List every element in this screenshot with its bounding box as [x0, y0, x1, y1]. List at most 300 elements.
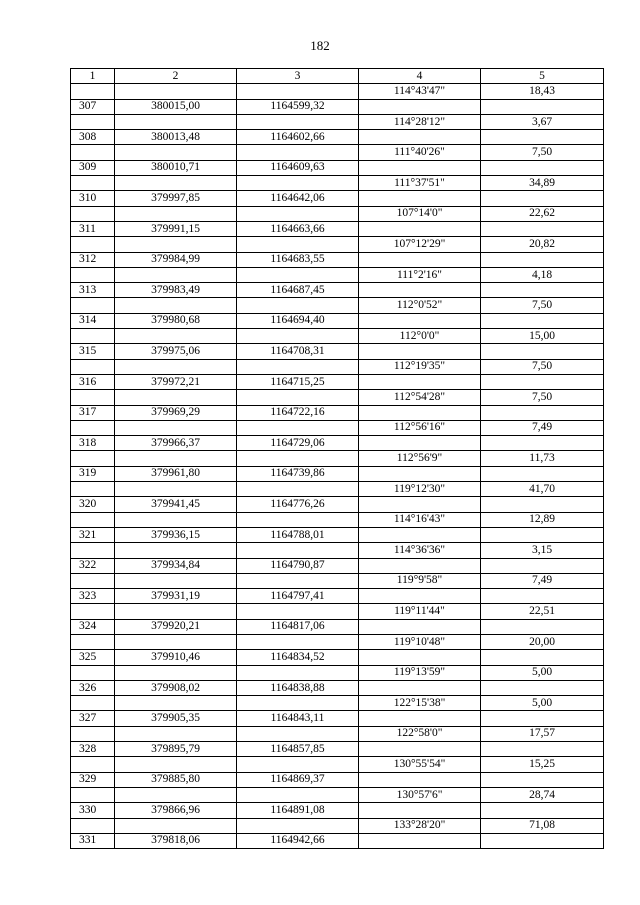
direction-angle-cell: [359, 436, 481, 451]
distance-cell: 34,89: [481, 176, 604, 191]
column-header-3: 3: [237, 69, 359, 84]
distance-cell: [481, 497, 604, 512]
y-coordinate-cell: [237, 512, 359, 527]
distance-cell: 12,89: [481, 512, 604, 527]
direction-angle-cell: 119°11'44": [359, 604, 481, 619]
y-coordinate-cell: 1164708,31: [237, 344, 359, 359]
point-number-cell: [71, 665, 115, 680]
direction-angle-cell: [359, 650, 481, 665]
distance-cell: [481, 558, 604, 573]
direction-angle-cell: 112°54'28": [359, 390, 481, 405]
distance-cell: [481, 374, 604, 389]
point-number-cell: 310: [71, 191, 115, 206]
direction-angle-cell: 130°55'54": [359, 757, 481, 772]
x-coordinate-cell: [115, 206, 237, 221]
point-number-cell: [71, 420, 115, 435]
point-number-cell: 315: [71, 344, 115, 359]
x-coordinate-cell: 379972,21: [115, 374, 237, 389]
x-coordinate-cell: [115, 726, 237, 741]
table-row: [71, 160, 604, 175]
direction-angle-cell: [359, 99, 481, 114]
point-number-cell: 312: [71, 252, 115, 267]
point-number-cell: 329: [71, 772, 115, 787]
table-row: [71, 206, 604, 221]
point-number-cell: 313: [71, 283, 115, 298]
y-coordinate-cell: [237, 145, 359, 160]
distance-cell: [481, 527, 604, 542]
x-coordinate-cell: 379983,49: [115, 283, 237, 298]
distance-cell: 4,18: [481, 267, 604, 282]
point-number-cell: 309: [71, 160, 115, 175]
point-number-cell: [71, 176, 115, 191]
direction-angle-cell: 114°16'43": [359, 512, 481, 527]
point-number-cell: 324: [71, 619, 115, 634]
table-row: [71, 390, 604, 405]
y-coordinate-cell: [237, 237, 359, 252]
direction-angle-cell: 119°10'48": [359, 634, 481, 649]
table-row: [71, 267, 604, 282]
direction-angle-cell: [359, 742, 481, 757]
x-coordinate-cell: [115, 114, 237, 129]
x-coordinate-cell: [115, 787, 237, 802]
distance-cell: [481, 283, 604, 298]
x-coordinate-cell: 379997,85: [115, 191, 237, 206]
point-number-cell: 317: [71, 405, 115, 420]
distance-cell: 15,00: [481, 329, 604, 344]
x-coordinate-cell: 379991,15: [115, 221, 237, 236]
table-row: [71, 589, 604, 604]
table-row: [71, 558, 604, 573]
table-row: [71, 757, 604, 772]
column-header-5: 5: [481, 69, 604, 84]
distance-cell: 7,50: [481, 390, 604, 405]
page-number: 182: [310, 38, 330, 53]
direction-angle-cell: [359, 527, 481, 542]
point-number-cell: 307: [71, 99, 115, 114]
direction-angle-cell: 112°0'52": [359, 298, 481, 313]
distance-cell: 3,15: [481, 543, 604, 558]
x-coordinate-cell: [115, 359, 237, 374]
table-row: [71, 283, 604, 298]
direction-angle-cell: 122°58'0": [359, 726, 481, 741]
direction-angle-cell: 114°36'36": [359, 543, 481, 558]
distance-cell: [481, 313, 604, 328]
point-number-cell: [71, 84, 115, 99]
point-number-cell: [71, 390, 115, 405]
distance-cell: 41,70: [481, 482, 604, 497]
table-row: [71, 313, 604, 328]
direction-angle-cell: [359, 466, 481, 481]
point-number-cell: [71, 543, 115, 558]
point-number-cell: [71, 206, 115, 221]
distance-cell: 7,50: [481, 145, 604, 160]
x-coordinate-cell: [115, 420, 237, 435]
x-coordinate-cell: [115, 757, 237, 772]
point-number-cell: 323: [71, 589, 115, 604]
direction-angle-cell: 130°57'6": [359, 787, 481, 802]
x-coordinate-cell: [115, 696, 237, 711]
y-coordinate-cell: 1164788,01: [237, 527, 359, 542]
direction-angle-cell: 133°28'20": [359, 818, 481, 833]
y-coordinate-cell: [237, 267, 359, 282]
point-number-cell: 328: [71, 742, 115, 757]
y-coordinate-cell: [237, 420, 359, 435]
y-coordinate-cell: 1164694,40: [237, 313, 359, 328]
point-number-cell: [71, 604, 115, 619]
column-header-1: 1: [71, 69, 115, 84]
x-coordinate-cell: 379941,45: [115, 497, 237, 512]
table-row: [71, 619, 604, 634]
distance-cell: 20,00: [481, 634, 604, 649]
direction-angle-cell: [359, 191, 481, 206]
direction-angle-cell: 119°12'30": [359, 482, 481, 497]
point-number-cell: [71, 818, 115, 833]
distance-cell: 20,82: [481, 237, 604, 252]
table-row: [71, 742, 604, 757]
distance-cell: [481, 160, 604, 175]
x-coordinate-cell: 379969,29: [115, 405, 237, 420]
table-row: [71, 237, 604, 252]
x-coordinate-cell: [115, 451, 237, 466]
table-row: [71, 84, 604, 99]
table-row: [71, 99, 604, 114]
point-number-cell: [71, 237, 115, 252]
y-coordinate-cell: [237, 329, 359, 344]
distance-cell: 18,43: [481, 84, 604, 99]
table-row: [71, 436, 604, 451]
x-coordinate-cell: 379961,80: [115, 466, 237, 481]
table-row: [71, 680, 604, 695]
y-coordinate-cell: 1164838,88: [237, 680, 359, 695]
direction-angle-cell: [359, 405, 481, 420]
table-row: [71, 772, 604, 787]
distance-cell: [481, 99, 604, 114]
distance-cell: 5,00: [481, 665, 604, 680]
y-coordinate-cell: [237, 604, 359, 619]
y-coordinate-cell: 1164817,06: [237, 619, 359, 634]
x-coordinate-cell: 379934,84: [115, 558, 237, 573]
point-number-cell: [71, 726, 115, 741]
direction-angle-cell: [359, 283, 481, 298]
distance-cell: [481, 191, 604, 206]
direction-angle-cell: [359, 680, 481, 695]
distance-cell: 7,50: [481, 298, 604, 313]
point-number-cell: [71, 787, 115, 802]
y-coordinate-cell: [237, 206, 359, 221]
direction-angle-cell: 112°56'16": [359, 420, 481, 435]
direction-angle-cell: 119°9'58": [359, 573, 481, 588]
point-number-cell: [71, 573, 115, 588]
x-coordinate-cell: [115, 573, 237, 588]
direction-angle-cell: 111°40'26": [359, 145, 481, 160]
y-coordinate-cell: 1164869,37: [237, 772, 359, 787]
point-number-cell: [71, 359, 115, 374]
direction-angle-cell: 122°15'38": [359, 696, 481, 711]
direction-angle-cell: [359, 313, 481, 328]
distance-cell: [481, 221, 604, 236]
table-row: [71, 252, 604, 267]
point-number-cell: [71, 757, 115, 772]
y-coordinate-cell: 1164687,45: [237, 283, 359, 298]
y-coordinate-cell: 1164843,11: [237, 711, 359, 726]
point-number-cell: 308: [71, 130, 115, 145]
y-coordinate-cell: 1164790,87: [237, 558, 359, 573]
distance-cell: [481, 803, 604, 818]
y-coordinate-cell: [237, 390, 359, 405]
point-number-cell: 316: [71, 374, 115, 389]
point-number-cell: 314: [71, 313, 115, 328]
point-number-cell: [71, 329, 115, 344]
distance-cell: 71,08: [481, 818, 604, 833]
direction-angle-cell: [359, 803, 481, 818]
direction-angle-cell: [359, 833, 481, 848]
point-number-cell: 320: [71, 497, 115, 512]
y-coordinate-cell: [237, 665, 359, 680]
direction-angle-cell: [359, 772, 481, 787]
point-number-cell: 327: [71, 711, 115, 726]
table-row: [71, 298, 604, 313]
point-number-cell: 318: [71, 436, 115, 451]
y-coordinate-cell: [237, 543, 359, 558]
distance-cell: 11,73: [481, 451, 604, 466]
x-coordinate-cell: 379910,46: [115, 650, 237, 665]
y-coordinate-cell: [237, 114, 359, 129]
table-row: [71, 329, 604, 344]
distance-cell: [481, 130, 604, 145]
distance-cell: [481, 252, 604, 267]
table-row: [71, 451, 604, 466]
distance-cell: [481, 619, 604, 634]
x-coordinate-cell: [115, 604, 237, 619]
coordinates-table: [70, 68, 604, 849]
distance-cell: [481, 436, 604, 451]
y-coordinate-cell: [237, 726, 359, 741]
x-coordinate-cell: [115, 390, 237, 405]
y-coordinate-cell: 1164683,55: [237, 252, 359, 267]
x-coordinate-cell: [115, 145, 237, 160]
distance-cell: 3,67: [481, 114, 604, 129]
y-coordinate-cell: 1164857,85: [237, 742, 359, 757]
x-coordinate-cell: [115, 634, 237, 649]
x-coordinate-cell: [115, 176, 237, 191]
direction-angle-cell: [359, 160, 481, 175]
table-row: [71, 114, 604, 129]
x-coordinate-cell: [115, 329, 237, 344]
x-coordinate-cell: 379908,02: [115, 680, 237, 695]
table-row: [71, 420, 604, 435]
point-number-cell: 325: [71, 650, 115, 665]
point-number-cell: 321: [71, 527, 115, 542]
y-coordinate-cell: 1164729,06: [237, 436, 359, 451]
y-coordinate-cell: 1164776,26: [237, 497, 359, 512]
table-row: [71, 833, 604, 848]
table-row: [71, 527, 604, 542]
y-coordinate-cell: [237, 298, 359, 313]
table-row: [71, 145, 604, 160]
x-coordinate-cell: 379975,06: [115, 344, 237, 359]
y-coordinate-cell: 1164722,16: [237, 405, 359, 420]
x-coordinate-cell: 379931,19: [115, 589, 237, 604]
x-coordinate-cell: [115, 84, 237, 99]
x-coordinate-cell: 379980,68: [115, 313, 237, 328]
y-coordinate-cell: 1164797,41: [237, 589, 359, 604]
distance-cell: 22,62: [481, 206, 604, 221]
table-row: [71, 497, 604, 512]
direction-angle-cell: 119°13'59": [359, 665, 481, 680]
distance-cell: [481, 711, 604, 726]
table-row: [71, 176, 604, 191]
point-number-cell: [71, 267, 115, 282]
x-coordinate-cell: 379936,15: [115, 527, 237, 542]
direction-angle-cell: [359, 711, 481, 726]
x-coordinate-cell: 379984,99: [115, 252, 237, 267]
direction-angle-cell: [359, 252, 481, 267]
x-coordinate-cell: 380015,00: [115, 99, 237, 114]
y-coordinate-cell: 1164891,08: [237, 803, 359, 818]
table-row: [71, 573, 604, 588]
table-row: [71, 344, 604, 359]
point-number-cell: 319: [71, 466, 115, 481]
table-row: [71, 604, 604, 619]
point-number-cell: 311: [71, 221, 115, 236]
x-coordinate-cell: [115, 512, 237, 527]
direction-angle-cell: [359, 374, 481, 389]
x-coordinate-cell: 379885,80: [115, 772, 237, 787]
point-number-cell: [71, 114, 115, 129]
distance-cell: [481, 589, 604, 604]
x-coordinate-cell: [115, 665, 237, 680]
y-coordinate-cell: 1164739,86: [237, 466, 359, 481]
distance-cell: [481, 742, 604, 757]
column-header-2: 2: [115, 69, 237, 84]
table-row: [71, 466, 604, 481]
direction-angle-cell: [359, 497, 481, 512]
x-coordinate-cell: [115, 298, 237, 313]
table-row: [71, 221, 604, 236]
direction-angle-cell: 112°0'0": [359, 329, 481, 344]
distance-cell: [481, 833, 604, 848]
distance-cell: 15,25: [481, 757, 604, 772]
y-coordinate-cell: [237, 176, 359, 191]
distance-cell: 28,74: [481, 787, 604, 802]
point-number-cell: [71, 482, 115, 497]
direction-angle-cell: [359, 558, 481, 573]
y-coordinate-cell: 1164609,63: [237, 160, 359, 175]
distance-cell: 7,50: [481, 359, 604, 374]
x-coordinate-cell: [115, 482, 237, 497]
point-number-cell: 331: [71, 833, 115, 848]
direction-angle-cell: 111°37'51": [359, 176, 481, 191]
distance-cell: 7,49: [481, 573, 604, 588]
y-coordinate-cell: [237, 757, 359, 772]
table-row: [71, 818, 604, 833]
table-row: [71, 665, 604, 680]
table-row: [71, 359, 604, 374]
direction-angle-cell: 107°14'0": [359, 206, 481, 221]
table-row: [71, 130, 604, 145]
x-coordinate-cell: 379966,37: [115, 436, 237, 451]
table-row: [71, 787, 604, 802]
point-number-cell: [71, 145, 115, 160]
y-coordinate-cell: [237, 573, 359, 588]
direction-angle-cell: 112°19'35": [359, 359, 481, 374]
distance-cell: [481, 344, 604, 359]
table-row: [71, 543, 604, 558]
table-row: [71, 803, 604, 818]
distance-cell: 17,57: [481, 726, 604, 741]
x-coordinate-cell: 380010,71: [115, 160, 237, 175]
table-row: [71, 726, 604, 741]
point-number-cell: [71, 512, 115, 527]
y-coordinate-cell: [237, 634, 359, 649]
y-coordinate-cell: [237, 818, 359, 833]
direction-angle-cell: 111°2'16": [359, 267, 481, 282]
distance-cell: [481, 680, 604, 695]
y-coordinate-cell: 1164642,06: [237, 191, 359, 206]
x-coordinate-cell: [115, 267, 237, 282]
table-row: [71, 634, 604, 649]
distance-cell: 5,00: [481, 696, 604, 711]
x-coordinate-cell: 379818,06: [115, 833, 237, 848]
table-row: [71, 191, 604, 206]
y-coordinate-cell: 1164834,52: [237, 650, 359, 665]
direction-angle-cell: [359, 130, 481, 145]
table-row: [71, 696, 604, 711]
table-row: [71, 405, 604, 420]
y-coordinate-cell: [237, 359, 359, 374]
table-row: [71, 512, 604, 527]
direction-angle-cell: 114°28'12": [359, 114, 481, 129]
x-coordinate-cell: 380013,48: [115, 130, 237, 145]
point-number-cell: [71, 696, 115, 711]
direction-angle-cell: [359, 619, 481, 634]
table-row: [71, 711, 604, 726]
y-coordinate-cell: [237, 451, 359, 466]
column-header-4: 4: [359, 69, 481, 84]
y-coordinate-cell: 1164663,66: [237, 221, 359, 236]
direction-angle-cell: 114°43'47": [359, 84, 481, 99]
y-coordinate-cell: 1164599,32: [237, 99, 359, 114]
y-coordinate-cell: 1164942,66: [237, 833, 359, 848]
x-coordinate-cell: [115, 237, 237, 252]
table-header-row: [71, 69, 604, 84]
x-coordinate-cell: 379866,96: [115, 803, 237, 818]
x-coordinate-cell: 379895,79: [115, 742, 237, 757]
point-number-cell: 330: [71, 803, 115, 818]
distance-cell: 22,51: [481, 604, 604, 619]
direction-angle-cell: [359, 344, 481, 359]
table-row: [71, 650, 604, 665]
y-coordinate-cell: [237, 787, 359, 802]
y-coordinate-cell: 1164602,66: [237, 130, 359, 145]
y-coordinate-cell: 1164715,25: [237, 374, 359, 389]
y-coordinate-cell: [237, 696, 359, 711]
table-row: [71, 374, 604, 389]
distance-cell: 7,49: [481, 420, 604, 435]
distance-cell: [481, 772, 604, 787]
point-number-cell: [71, 634, 115, 649]
point-number-cell: [71, 298, 115, 313]
table-row: [71, 482, 604, 497]
x-coordinate-cell: [115, 543, 237, 558]
x-coordinate-cell: [115, 818, 237, 833]
x-coordinate-cell: 379920,21: [115, 619, 237, 634]
point-number-cell: [71, 451, 115, 466]
direction-angle-cell: [359, 589, 481, 604]
y-coordinate-cell: [237, 84, 359, 99]
distance-cell: [481, 405, 604, 420]
distance-cell: [481, 466, 604, 481]
